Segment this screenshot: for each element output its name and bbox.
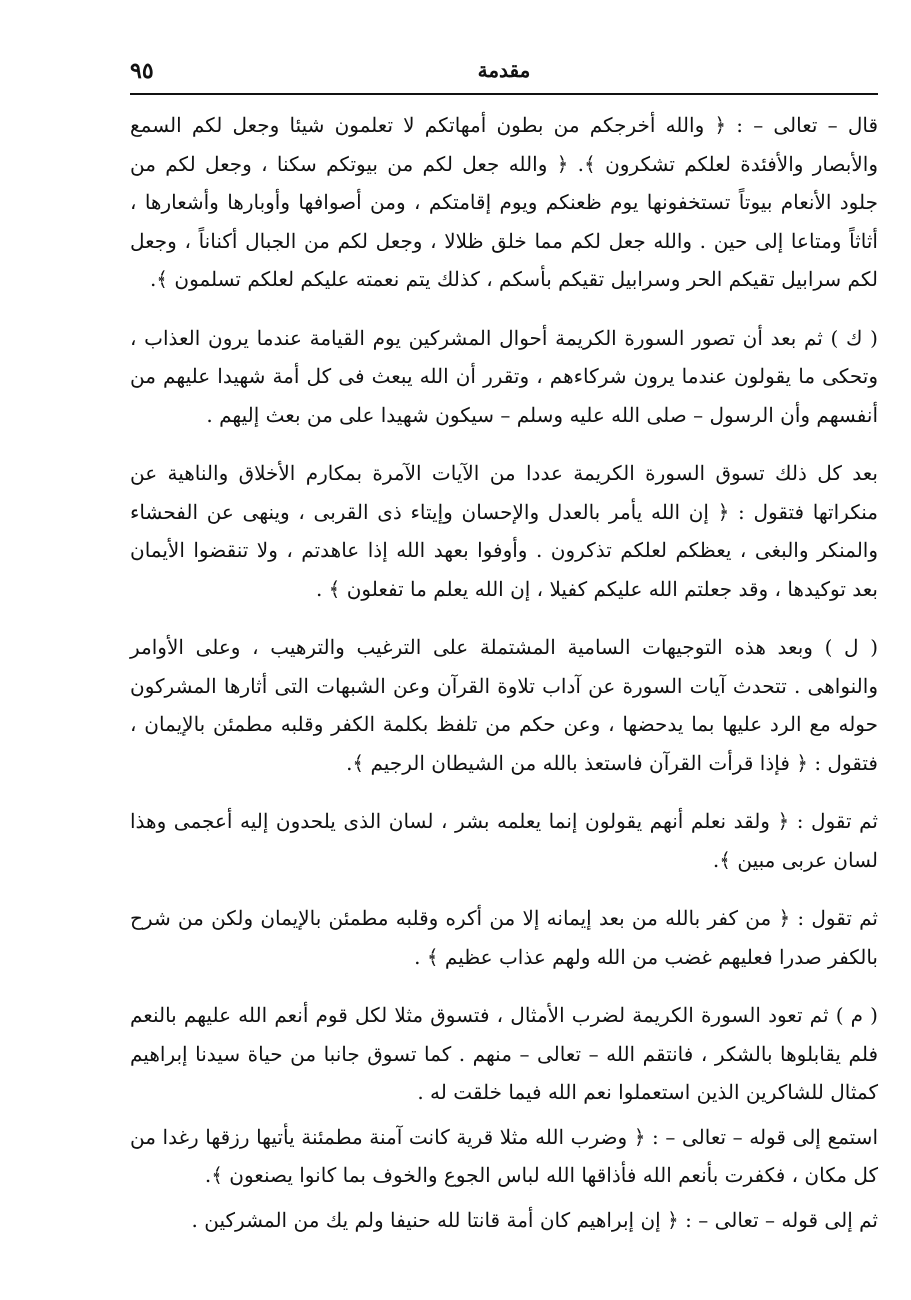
page-header — [130, 58, 878, 86]
paragraph-8: استمع إلى قوله – تعالى – : ﴿ وضرب الله مثلا قرية كانت آمنة مطمئنة يأتيها رزقها رغدا من كل مكان ، فكفرت بأنعم الله فأذاقها الله لباس الجوع والخوف بما كانوا يصنعون ﴾. — [130, 1124, 878, 1187]
page-title: مقدمة — [477, 58, 531, 82]
header-rule — [130, 93, 878, 95]
paragraph-5: ثم تقول : ﴿ ولقد نعلم أنهم يقولون إنما يعلمه بشر ، لسان الذى يلحدون إليه أعجمى وهذا لسان عربى مبين ﴾. — [130, 809, 878, 872]
paragraph-7: ( م ) ثم تعود السورة الكريمة لضرب الأمثال ، فتسوق مثلا لكل قوم أنعم الله عليهم بالنعم فلم يقابلوها بالشكر ، فانتقم الله – تعالى – منهم . كما تسوق جانبا من حياة سيدنا إبراهيم كمثال للشاكرين الذين استعملوا نعم الله فيما خلقت له . — [130, 1003, 878, 1104]
paragraph-6: ثم تقول : ﴿ من كفر بالله من بعد إيمانه إلا من أكره وقلبه مطمئن بالإيمان ولكن من شرح بالكفر صدرا فعليهم غضب من الله ولهم عذاب عظيم ﴾ . — [130, 906, 878, 969]
page-number: ٩٥ — [130, 58, 154, 84]
paragraph-4: ( ل ) وبعد هذه التوجيهات السامية المشتملة على الترغيب والترهيب ، وعلى الأوامر والنواهى . تتحدث آيات السورة عن آداب تلاوة القرآن وعن الشبهات التى أثارها المشركون حوله مع الرد عليها بما يدحضها ، وعن حكم من تلفظ بكلمة الكفر وقلبه مطمئن بالإيمان ، فتقول : ﴿ فإذا قرأت القرآن فاستعذ بالله من الشيطان الرجيم ﴾. — [130, 635, 878, 775]
page-body — [130, 106, 878, 1239]
paragraph-3: بعد كل ذلك تسوق السورة الكريمة عددا من الآيات الآمرة بمكارم الأخلاق والناهية عن منكراتها فتقول : ﴿ إن الله يأمر بالعدل والإحسان وإيتاء ذى القربى ، وينهى عن الفحشاء والمنكر والبغى ، يعظكم لعلكم تذكرون . وأوفوا بعهد الله إذا عاهدتم ، ولا تنقضوا الأيمان بعد توكيدها ، وقد جعلتم الله عليكم كفيلا ، إن الله يعلم ما تفعلون ﴾ . — [130, 461, 878, 601]
paragraph-2: ( ك ) ثم بعد أن تصور السورة الكريمة أحوال المشركين يوم القيامة عندما يرون العذاب ، وتحكى ما يقولون عندما يرون شركاءهم ، وتقرر أن الله يبعث فى كل أمة شهيدا عليهم من أنفسهم وأن الرسول – صلى الله عليه وسلم – سيكون شهيدا على من بعث إليهم . — [130, 325, 878, 427]
paragraph-9: ثم إلى قوله – تعالى – : ﴿ إن إبراهيم كان أمة قانتا لله حنيفا ولم يك من المشركين . — [191, 1207, 878, 1232]
paragraph-1: قال – تعالى – : ﴿ والله أخرجكم من بطون أمهاتكم لا تعلمون شيئا وجعل لكم السمع والأبصار والأفئدة لعلكم تشكرون ﴾. ﴿ والله جعل لكم من بيوتكم سكنا ، وجعل لكم من جلود الأنعام بيوتاً تستخفونها يوم ظعنكم ويوم إقامتكم ، ومن أصوافها وأوبارها وأشعارها ، أثاثاً ومتاعا إلى حين . والله جعل لكم مما خلق ظلالا ، وجعل لكم من الجبال أكناناً ، وجعل لكم سرابيل تقيكم الحر وسرابيل تقيكم بأسكم ، كذلك يتم نعمته عليكم لعلكم تسلمون ﴾. — [130, 113, 878, 291]
